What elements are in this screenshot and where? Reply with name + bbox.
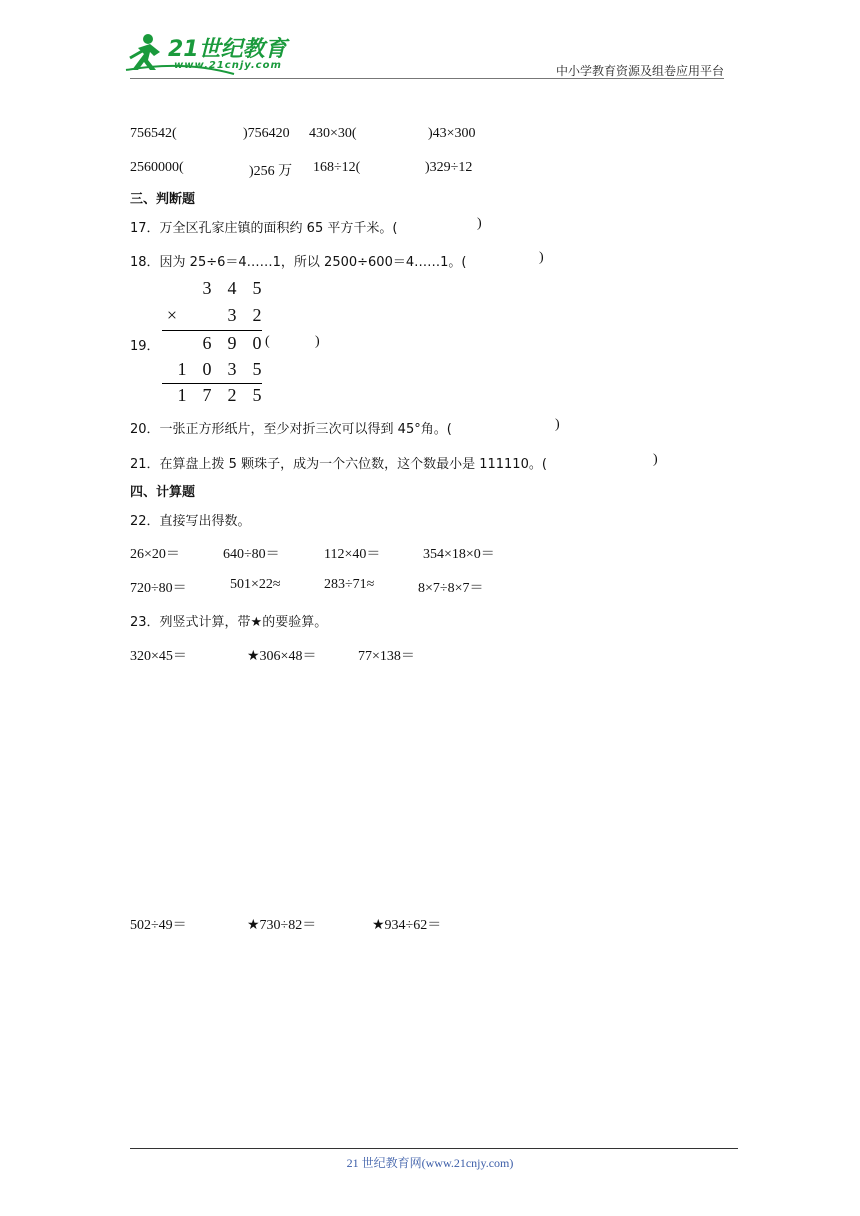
vc-digit: 3: [227, 359, 237, 379]
section-4-title: 四、计算题: [130, 485, 196, 500]
vertical-calc-item: 77×138＝: [358, 649, 415, 664]
compare-2a: 2560000(: [130, 160, 184, 175]
question-17: 17．万全区孔家庄镇的面积约 65 平方千米。(: [130, 221, 398, 236]
vc-digit: 1: [177, 385, 187, 405]
footer-link[interactable]: 21 世纪教育网(www.21cnjy.com): [346, 1156, 514, 1170]
question-19-number: 19．: [130, 339, 160, 354]
question-19-close: ): [315, 334, 320, 349]
vertical-multiplication: [160, 278, 270, 408]
logo-sub-text: www.21cnjy.com: [174, 60, 282, 71]
question-18-close: ): [539, 250, 544, 265]
calc-item: 8×7÷8×7＝: [418, 581, 484, 596]
calc-item: 354×18×0＝: [423, 547, 495, 562]
calc-item: 26×20＝: [130, 547, 180, 562]
calc-item: 501×22≈: [230, 577, 281, 592]
vc-digit: 6: [202, 333, 212, 353]
vertical-calc-item: ★730÷82＝: [247, 918, 317, 933]
compare-2d: )329÷12: [425, 160, 473, 175]
question-21: 21．在算盘上拨 5 颗珠子，成为一个六位数，这个数最小是 111110。(: [130, 457, 547, 472]
vc-digit: 7: [202, 385, 212, 405]
calc-item: 640÷80＝: [223, 547, 280, 562]
vc-digit: 5: [252, 359, 262, 379]
calc-item: 283÷71≈: [324, 577, 375, 592]
vc-rule: [162, 330, 262, 331]
question-20-close: ): [555, 417, 560, 432]
question-17-close: ): [477, 216, 482, 231]
vc-digit: 1: [177, 359, 187, 379]
vc-digit: 2: [252, 305, 262, 325]
site-logo: [124, 30, 294, 76]
calc-item: 112×40＝: [324, 547, 381, 562]
question-22-title: 22．直接写出得数。: [130, 514, 251, 529]
question-21-close: ): [653, 452, 658, 467]
vc-digit: 5: [252, 278, 262, 298]
question-23-title: 23．列竖式计算，带★的要验算。: [130, 615, 328, 630]
compare-2b: )256 万: [249, 164, 293, 179]
section-3-title: 三、判断题: [130, 192, 196, 207]
vertical-calc-item: ★934÷62＝: [372, 918, 442, 933]
vertical-calc-item: 320×45＝: [130, 649, 187, 664]
question-18: 18．因为 25÷6＝4……1，所以 2500÷600＝4……1。(: [130, 255, 467, 270]
vc-digit: 0: [252, 333, 262, 353]
vc-digit: 5: [252, 385, 262, 405]
header-divider: [130, 78, 724, 79]
vc-digit: 0: [202, 359, 212, 379]
compare-1a: 756542(: [130, 126, 177, 141]
header-right-text: 中小学教育资源及组卷应用平台: [555, 64, 724, 78]
vc-digit: 3: [227, 305, 237, 325]
vc-digit: 9: [227, 333, 237, 353]
vc-digit: 3: [202, 278, 212, 298]
compare-1b: )756420: [243, 126, 290, 141]
calc-item: 720÷80＝: [130, 581, 187, 596]
vc-digit: 2: [227, 385, 237, 405]
logo-main-text: 21世纪教育: [168, 37, 287, 62]
vc-rule: [162, 383, 262, 384]
vertical-calc-item: 502÷49＝: [130, 918, 187, 933]
question-19-open: (: [265, 334, 270, 349]
vc-digit: 4: [227, 278, 237, 298]
compare-1c: 430×30(: [309, 126, 357, 141]
compare-2c: 168÷12(: [313, 160, 361, 175]
multiply-sign: ×: [166, 305, 178, 325]
vertical-calc-item: ★306×48＝: [247, 649, 317, 664]
compare-1d: )43×300: [428, 126, 476, 141]
question-20: 20．一张正方形纸片，至少对折三次可以得到 45°角。(: [130, 422, 452, 437]
footer-divider: [130, 1148, 738, 1149]
